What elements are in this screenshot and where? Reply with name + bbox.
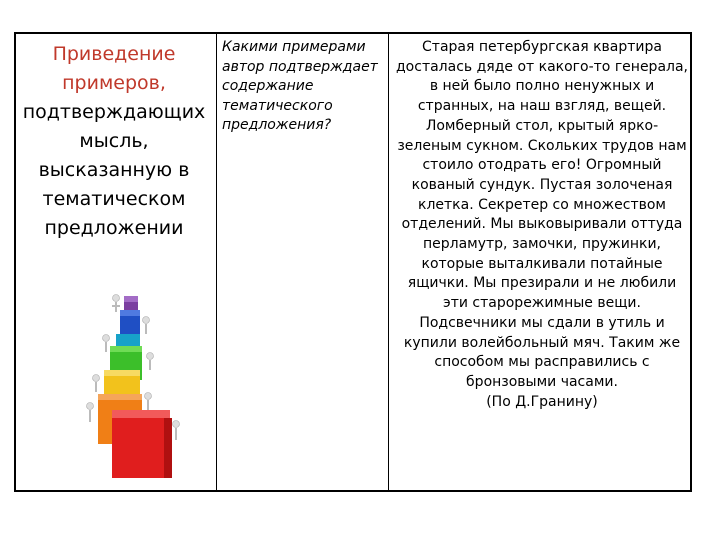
example-text-rest: Ломберный стол, крытый ярко-зеленым сукном. Скольких трудов нам стоило отодрать его! Огромный кованый сундук. Пустая золоченая клетка. Секретер со множеством отделений. Мы выковыривали оттуда перламутр, замочки, пружинки, которые выталкивали потайные ящички. Мы презирали и не любили эти старорежимные вещи. Подсвечники мы сдали в утиль и купили волейбольный мяч. Таким же способом мы расправились с бронзовыми часами. [397,117,687,390]
stacked-colored-cubes-figures [76,290,186,490]
heading-rest: подтверждающих мысль, высказанную в тематическом предложении [22,101,206,239]
cube-red [112,418,170,478]
example-text-bold: в ней было полно ненужных и странных, на наш взгляд, вещей. [417,78,667,115]
example-text-start: Старая петербургская квартира досталась дяде от какого-то генерала, [396,39,688,75]
column-heading [16,40,212,243]
example-text [394,38,690,412]
content-table [14,32,692,492]
column-divider-1 [216,34,217,490]
attribution: (По Д.Гранину) [486,393,598,410]
cube-blue [120,316,140,334]
heading-highlight: Приведение примеров, [52,43,176,94]
cubes-illustration [76,290,186,490]
question-text: Какими примерами автор подтверждает содержание тематического предложения? [222,39,378,133]
